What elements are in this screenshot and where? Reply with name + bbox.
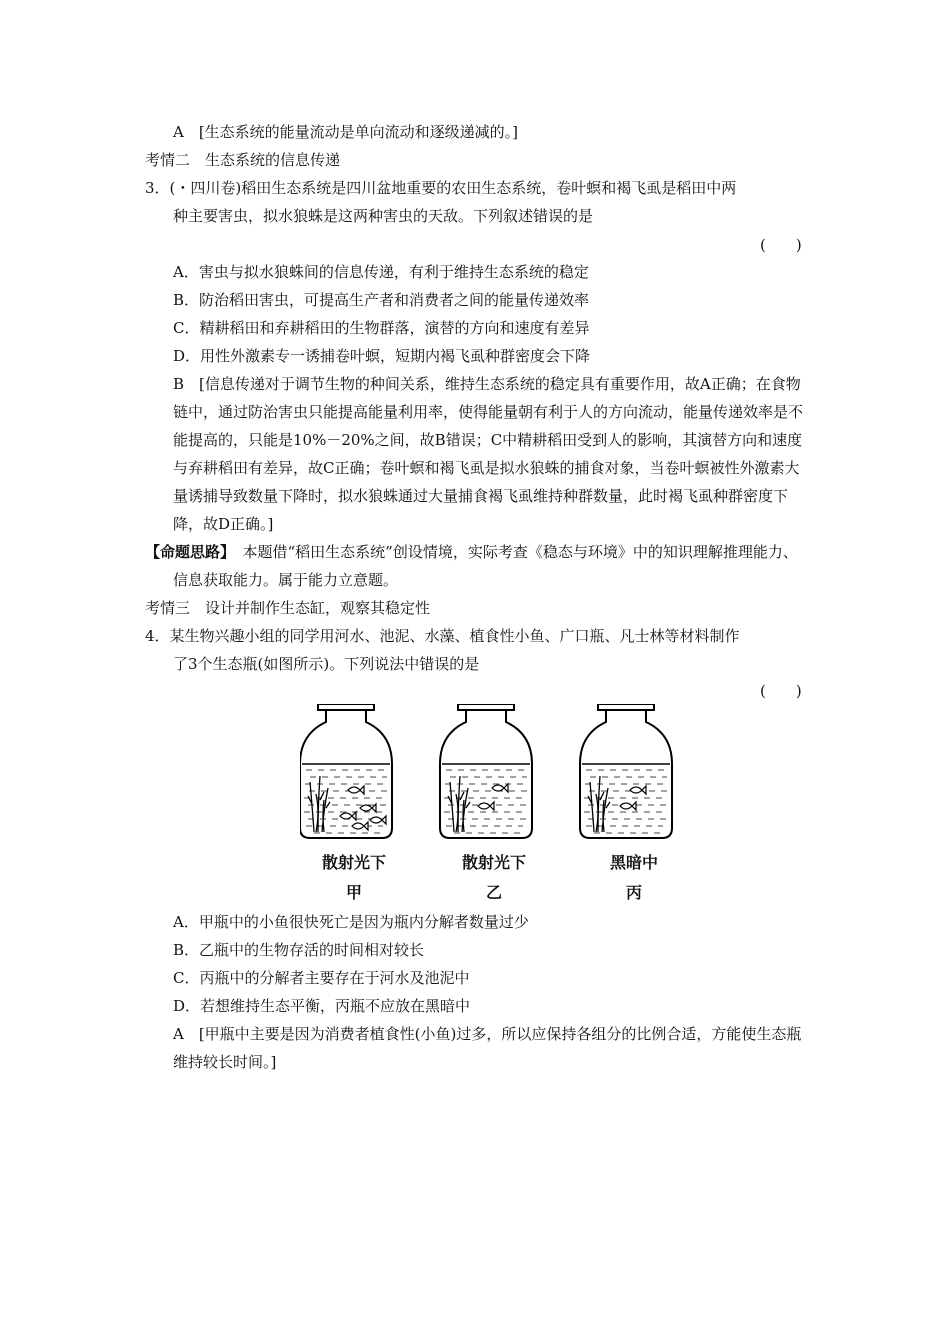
jar-bing-condition: 黑暗中 — [609, 853, 658, 872]
q3-option-b: B．防治稻田害虫，可提高生产者和消费者之间的能量传递效率 — [173, 291, 590, 309]
q4-stem-line1: 4．某生物兴趣小组的同学用河水、池泥、水藻、植食性小鱼、广口瓶、凡士林等材料制作 — [145, 627, 740, 645]
q3-option-a: A．害虫与拟水狼蛛间的信息传递，有利于维持生态系统的稳定 — [173, 263, 589, 281]
ecology-jars-figure — [300, 704, 680, 904]
q4-option-a: A．甲瓶中的小鱼很快死亡是因为瓶内分解者数量过少 — [173, 913, 529, 931]
q3-option-c: C．精耕稻田和弃耕稻田的生物群落，演替的方向和速度有差异 — [173, 319, 590, 337]
jar-jia — [300, 704, 392, 838]
jar-yi-condition: 散射光下 — [461, 853, 526, 872]
q4-answer-explanation: A [甲瓶中主要是因为消费者植食性(小鱼)过多，所以应保持各组分的比例合适，方能使生态瓶维持较长时间。] — [173, 1025, 802, 1071]
q3-option-d: D．用性外激素专一诱捕卷叶螟，短期内褐飞虱种群密度会下降 — [173, 347, 591, 365]
q4-answer-paren: ( ) — [760, 682, 802, 700]
jars-illustration — [300, 704, 680, 904]
jar-yi-label: 乙 — [485, 883, 502, 902]
jar-bing — [580, 704, 672, 838]
answer-q2: A [生态系统的能量流动是单向流动和逐级递减的。] — [173, 123, 519, 141]
q4-option-c: C．丙瓶中的分解者主要存在于河水及池泥中 — [173, 969, 470, 987]
q4-stem-line2: 了3个生态瓶(如图所示)。下列说法中错误的是 — [173, 655, 480, 673]
jar-jia-label: 甲 — [345, 883, 362, 902]
q3-stem-line2: 种主要害虫，拟水狼蛛是这两种害虫的天敌。下列叙述错误的是 — [173, 207, 594, 225]
section-heading-2: 考情二 生态系统的信息传递 — [145, 151, 341, 169]
q4-option-d: D．若想维持生态平衡，丙瓶不应放在黑暗中 — [173, 997, 471, 1015]
q4-option-b: B．乙瓶中的生物存活的时间相对较长 — [173, 941, 425, 959]
q3-design-rationale — [145, 538, 805, 594]
section-heading-3: 考情三 设计并制作生态缸，观察其稳定性 — [145, 599, 431, 617]
q3-answer-explanation: B [信息传递对于调节生物的种间关系，维持生态系统的稳定具有重要作用，故A正确；在食物链中，通过防治害虫只能提高能量利用率，使得能量朝有利于人的方向流动，能量传递效率是不能提高的，只能是10%－20%之间，故B错误；C中精耕稻田受到人的影响，其演替方向和速度与弃耕稻田有差异，故C正确；卷叶螟和褐飞虱是拟水狼蛛的捕食对象，当卷叶螟被性外激素大量诱捕导致数量下降时，拟水狼蛛通过大量捕食褐飞虱维持种群数量，此时褐飞虱种群密度下降，故D正确。] — [173, 375, 804, 533]
rationale-label: 【命题思路】 — [145, 543, 228, 561]
jar-yi — [440, 704, 532, 838]
jar-jia-condition: 散射光下 — [321, 853, 386, 872]
rationale-text: 本题借“稻田生态系统”创设情境，实际考查《稳态与环境》中的知识理解推理能力、信息获取能力。属于能力立意题。 — [173, 543, 798, 589]
q3-answer-paren: ( ) — [760, 236, 802, 254]
jar-bing-label: 丙 — [625, 883, 642, 902]
q3-stem-line1: 3．(・四川卷)稻田生态系统是四川盆地重要的农田生态系统，卷叶螟和褐飞虱是稻田中两 — [145, 179, 737, 197]
